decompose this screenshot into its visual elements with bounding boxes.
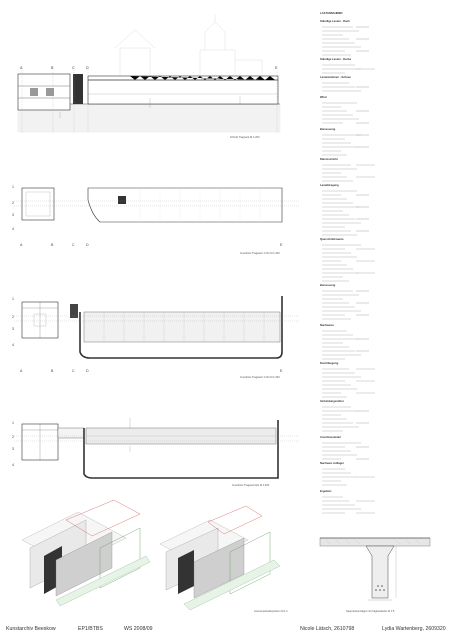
calc-section-5: Bemessung [320,128,336,131]
section-axis-C: C [72,66,75,70]
calc-section-1: Ständige Lasten - Dach [320,20,350,23]
calc-section-14: Nachweis Auflager [320,462,344,465]
plan1-axis-E: E [280,243,283,247]
plan3-row-3: 3 [12,447,14,451]
calc-title: LASTANNAHMEN [320,12,343,15]
plan-eg-view [12,418,300,487]
plan2-axis-D: D [86,369,89,373]
plan2-axis-E: E [280,369,283,373]
calc-section-2: Ständige Lasten - Decke [320,58,352,61]
plan3-row-2: 2 [12,435,14,439]
plan1-axis-A: A [20,243,23,247]
plan1-left-block [22,188,54,220]
title-block [0,622,450,636]
plan1-long-volume [88,188,282,222]
axonometry-left [22,500,150,606]
plan2-row-2: 2 [12,315,14,319]
calc-formula-lines [322,27,375,513]
plan2-deck [84,312,280,342]
footer-term: WS 2008/09 [124,626,153,632]
calc-section-12: Verbindungsmittel [320,400,344,403]
plan2-axis-C: C [72,369,75,373]
footer-student-2: Lydia Wartenberg, 2609320 [382,626,446,632]
plan1-row-4: 4 [12,227,14,231]
calc-section-3: Lastannahmen - Schnee [320,76,351,79]
plan3-bridge [58,428,84,438]
calc-section-6: Dämmschicht [320,158,338,161]
plan2-row-1: 1 [12,297,14,301]
plan1-axis-D: D [86,243,89,247]
section-axis-A: A [20,66,23,70]
calc-section-11: Durchbiegung [320,362,339,365]
footer-student-1: Nicole Lätsch, 2610798 [300,626,355,632]
plan2-row-3: 3 [12,327,14,331]
section-core [73,74,83,104]
plan1-row-2: 2 [12,201,14,205]
section-caption: Schnitt Tragwerk M 1:200 [230,136,260,139]
plan-1og-deck-view [12,296,300,379]
axonometry-caption: Axonometrie/Explosion M 1:1 [254,610,288,613]
detail-prestressed-beam [320,538,430,600]
calc-section-13: Anschlussdetail [320,436,341,439]
section-left-block [18,74,70,110]
plan1-caption: Grundriss Tragwerk 1.OG M 1:200 [240,252,280,255]
calc-section-10: Nachweise [320,324,334,327]
plan2-caption: Grundriss Tragwerk 1.OG M 1:200 [240,376,280,379]
detail-caption: Spannbetonträger mit Filigrandecke M 1:5 [346,610,395,613]
plan3-row-4: 4 [12,463,14,467]
background-building-silhouette [115,14,262,75]
plan3-row-1: 1 [12,421,14,425]
plan1-row-3: 3 [12,213,14,217]
plan1-row-1: 1 [12,185,14,189]
calc-section-8: Querschnittswerte [320,238,344,241]
footer-course: EP1/BTBS [78,626,103,632]
section-axis-B: B [51,66,54,70]
calculation-column [320,11,375,513]
plan3-caption: Grundriss Tragwerk EG M 1:200 [232,484,270,487]
plan-1og-upper-view [12,185,300,255]
section-view [18,14,280,139]
plan1-axis-B: B [51,243,54,247]
section-axis-E: E [275,66,278,70]
calc-section-4: Wind [320,96,327,99]
calc-section-7: Lastabtragung [320,184,339,187]
section-axis-D: D [86,66,89,70]
calc-section-15: Ergebnis [320,490,332,493]
plan2-row-4: 4 [12,343,14,347]
plan1-axis-C: C [72,243,75,247]
plan2-axis-B: B [51,369,54,373]
footer-project: Kunstarchiv Beeskow [6,626,56,632]
plan2-axis-A: A [20,369,23,373]
axonometry-right [160,506,280,610]
calc-section-9: Bemessung [320,284,336,287]
